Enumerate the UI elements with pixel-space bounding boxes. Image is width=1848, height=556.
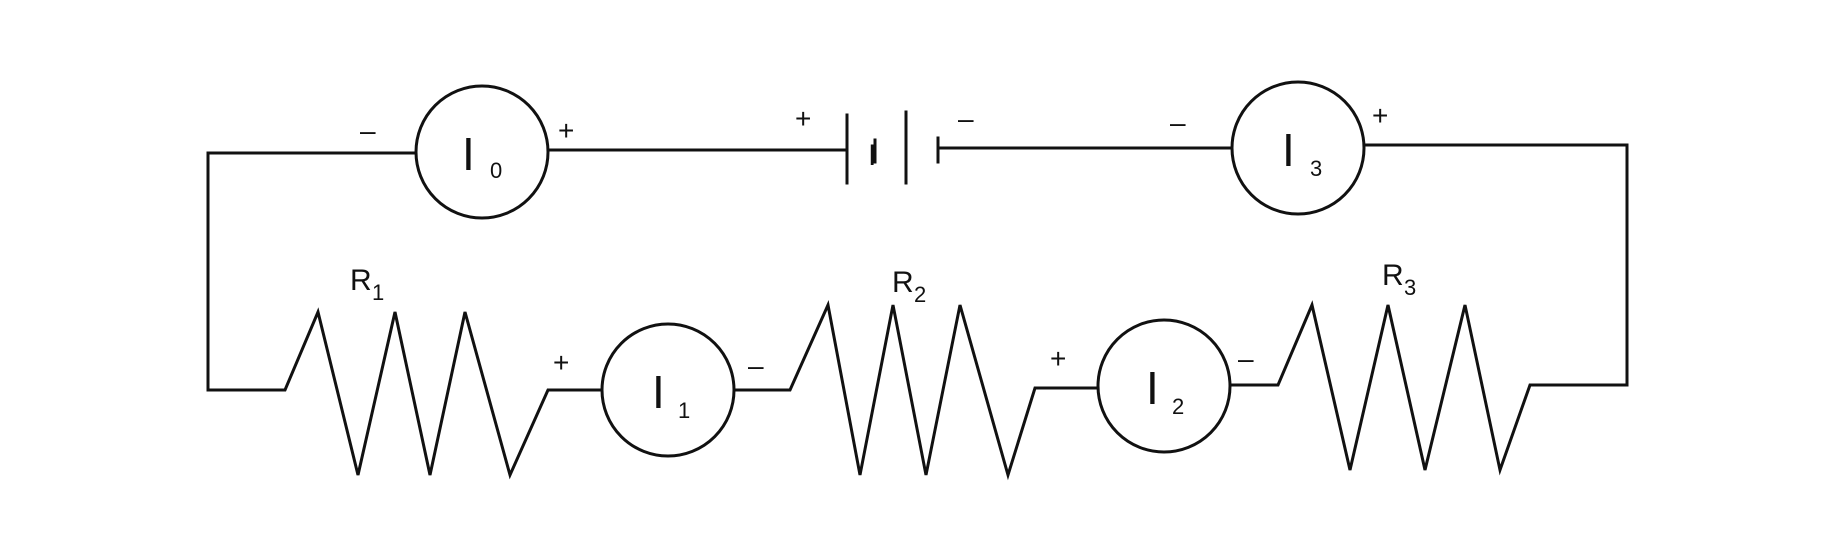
resistor-r1-subscript: 1	[372, 280, 385, 305]
battery-label: I	[868, 139, 877, 172]
battery-positive: +	[795, 103, 812, 134]
meter-i3-letter: I	[1282, 124, 1295, 176]
meter-i1-subscript: 1	[678, 398, 691, 423]
resistor-r3-subscript: 3	[1404, 275, 1417, 300]
battery-negative: –	[958, 103, 974, 134]
resistor-r2-subscript: 2	[914, 282, 927, 307]
resistor-r1-letter: R	[350, 264, 372, 297]
meter-i0-negative: –	[360, 115, 376, 146]
meter-i3-negative: –	[1170, 107, 1186, 138]
resistor-r1-zigzag	[208, 312, 608, 475]
meter-i2-positive: +	[1050, 343, 1067, 374]
meter-i0-positive: +	[558, 115, 575, 146]
meter-i0-subscript: 0	[490, 158, 503, 183]
meter-i1-positive: +	[553, 347, 570, 378]
meter-i1-negative: –	[748, 350, 764, 381]
meter-i2-negative: –	[1238, 343, 1254, 374]
meter-i3-subscript: 3	[1310, 156, 1323, 181]
meter-i2-letter: I	[1146, 362, 1159, 414]
meter-i0-letter: I	[462, 128, 475, 180]
meter-i3-positive: +	[1372, 100, 1389, 131]
resistor-r3-zigzag	[1228, 305, 1627, 470]
battery	[847, 112, 938, 183]
meter-i2	[1050, 320, 1254, 452]
resistor-r3-letter: R	[1382, 259, 1404, 292]
meter-i2-subscript: 2	[1172, 394, 1185, 419]
resistor-r2-letter: R	[892, 266, 914, 299]
resistor-r2-zigzag	[735, 305, 1098, 475]
meter-i1-letter: I	[652, 366, 665, 418]
